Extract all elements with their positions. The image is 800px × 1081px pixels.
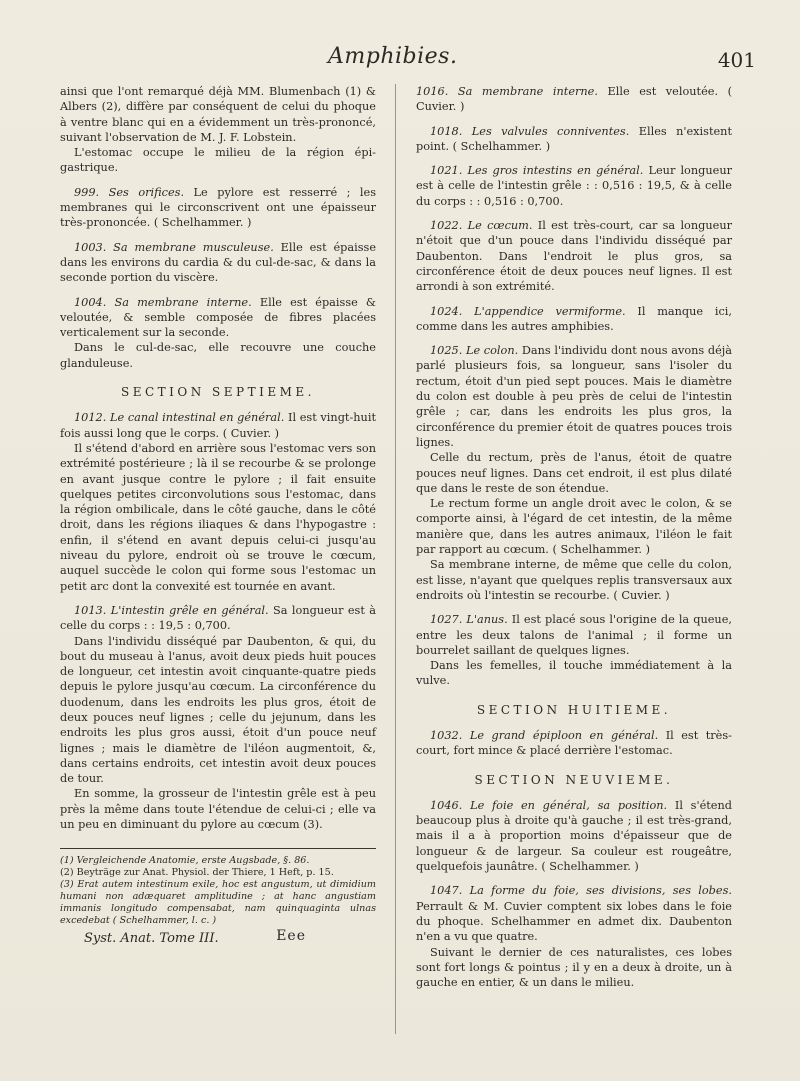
column-divider [395, 84, 396, 1034]
paragraph: Sa membrane interne, de même que celle du colon, est lisse, n'ayant que quelques replis transversaux aux endroits où l'intestin se recourbe. ( Cuvier. ) [416, 558, 732, 602]
paragraph [416, 124, 732, 155]
paragraph-body: Perrault & M. Cuvier comptent six lobes dans le foie du phoque. Schelhammer en admet dix. Daubenton n'en a vu que quatre. [416, 899, 732, 944]
paragraph-lead: 1018. Les valvules conniventes. [430, 124, 630, 138]
footnote: (3) Erat autem intestinum exile, hoc est angustum, ut dimidium humani non adæquaret amplitudine ; at hanc angustiam immanis longitudo compensabat, nam quinquaginta ulnas excedebat ( Schelhammer, l. c. ) [60, 879, 376, 927]
paragraph-lead: 1046. Le foie en général, sa position. [430, 798, 668, 812]
paragraph-lead: 1047. La forme du foie, ses divisions, ses lobes. [430, 884, 732, 898]
paragraph-lead: 1003. Sa membrane musculeuse. [74, 240, 274, 254]
paragraph [60, 295, 376, 341]
paragraph-lead: 1025. Le colon. [430, 344, 519, 358]
paragraph [60, 603, 376, 634]
paragraph-lead: 1024. L'appendice vermiforme. [430, 304, 626, 318]
paragraph [416, 343, 732, 450]
section-heading: SECTION NEUVIEME. [474, 772, 674, 787]
paragraph-body: Il est très-court, fort mince & placé derrière l'estomac. [416, 728, 732, 758]
paragraph [416, 883, 732, 944]
volume-signature: Syst. Anat. Tome III. [84, 931, 219, 947]
paragraph-lead: 1032. Le grand épiploon en général. [430, 728, 659, 742]
paragraph-body: Il est très-court, car sa longueur n'étoit que d'un pouce dans l'individu disséqué par Daubenton. Dans l'endroit le plus gros, sa circonférence étoit de deux pouces neuf lignes. Il est arrondi à son extrémité. [416, 219, 732, 294]
paragraph-body: Il manque ici, comme dans les autres amphibies. [416, 304, 732, 333]
paragraph-body: Leur longueur est à celle de l'intestin grêle : : 0,516 : 19,5, & à celle du corps : : 0,516 : 0,700. [416, 164, 732, 208]
paragraph [416, 728, 732, 759]
paragraph: L'estomac occupe le milieu de la région épi-gastrique. [60, 146, 376, 175]
paragraph-body: Il est placé sous l'origine de la queue, entre les deux talons de l'animal ; il forme un bourrelet saillant de quelques lignes. [416, 613, 732, 657]
paragraph-lead: 1013. L'intestin grêle en général. [74, 603, 269, 617]
running-title: Amphibies. [328, 44, 458, 69]
page-number: 401 [717, 48, 756, 72]
paragraph [416, 304, 732, 335]
paragraph-body: Il s'étend beaucoup plus à droite qu'à gauche ; il est très-grand, mais il a à proportion moins d'épaisseur que de longueur & de largeur. Sa couleur est rougeâtre, quelquefois jaunâtre. ( Schelhammer. ) [416, 798, 732, 874]
signature-line [60, 929, 376, 951]
paragraph-lead: 1004. Sa membrane interne. [74, 295, 252, 309]
paragraph-lead: 1027. L'anus. [430, 613, 508, 627]
paragraph-lead: 1022. Le cœcum. [430, 219, 533, 233]
paragraph-body: Il est vingt-huit fois aussi long que le corps. ( Cuvier. ) [60, 411, 376, 440]
paragraph-lead: 999. Ses orifices. [74, 185, 185, 199]
paragraph [416, 798, 732, 874]
paragraph-lead: 1012. Le canal intestinal en général. [74, 411, 285, 425]
paragraph-lead: 1016. Sa membrane interne. [416, 85, 598, 98]
paragraph: En somme, la grosseur de l'intestin grêle est à peu près la même dans toute l'étendue de celui-ci ; elle va un peu en diminuant du pylore au cœcum (3). [60, 787, 376, 832]
footnote: (2) Beyträge zur Anat. Physiol. der Thiere, 1 Heft, p. 15. [60, 867, 334, 879]
gathering-mark: Eee [276, 928, 306, 945]
paragraph: Il s'étend d'abord en arrière sous l'estomac vers son extrémité postérieure ; là il se recourbe & se prolonge en avant jusque contre le pylore ; il fait ensuite quelques petites circonvolutions sous l'estomac, dans la région ombilicale, dans le côté gauche, dans le côté droit, dans les régions iliaques & dans l'hypogastre : enfin, il s'étend en avant depuis celui-ci jusqu'au niveau du pylore, endroit où se trouve le cœcum, auquel succède le colon qui forme sous l'estomac un petit arc dont la convexité est tournée en avant. [60, 441, 376, 593]
footnote-rule [60, 848, 376, 849]
right-column [416, 84, 732, 990]
paragraph: Dans les femelles, il touche immédiatement à la vulve. [416, 659, 732, 688]
paragraph-body: Elle est épaisse dans les environs du cardia & du cul-de-sac, & dans la seconde portion du viscère. [60, 240, 376, 285]
paragraph [60, 410, 376, 441]
paragraph [416, 163, 732, 209]
paragraph-lead: 1021. Les gros intestins en général. [430, 164, 644, 178]
section-heading: SECTION SEPTIEME. [121, 385, 315, 400]
paragraph: Celle du rectum, près de l'anus, étoit de quatre pouces neuf lignes. Dans cet endroit, il est plus dilaté que dans le reste de son étendue. [416, 451, 732, 495]
paragraph: Le rectum forme un angle droit avec le colon, & se comporte ainsi, à l'égard de cet intestin, de la même manière que, dans les autres animaux, l'iléon le fait par rapport au cœcum. ( Schelhammer. ) [416, 497, 732, 557]
paragraph-body: Elles n'existent point. ( Schelhammer. ) [416, 124, 732, 153]
paragraph [416, 218, 732, 294]
paragraph: Suivant le dernier de ces naturalistes, ces lobes sont fort longs & pointus ; il y en a deux à droite, un à gauche en entier, & un dans le milieu. [416, 945, 732, 990]
left-column [60, 84, 376, 951]
paragraph-body: Elle est veloutée. ( Cuvier. ) [416, 85, 733, 114]
paragraph [60, 185, 376, 231]
paragraph: ainsi que l'ont remarqué déjà MM. Blumenbach (1) & Albers (2), diffère par conséquent de celui du phoque à ventre blanc qui en a évidemment un très-prononcé, suivant l'observation de M. J. F. Lobstein. [60, 85, 376, 144]
paragraph: Dans le cul-de-sac, elle recouvre une couche glanduleuse. [60, 341, 376, 370]
paragraph-body: Le pylore est resserré ; les membranes qui le circonscrivent ont une épaisseur très-prononcée. ( Schelhammer. ) [60, 185, 376, 230]
paragraph [416, 612, 732, 658]
paragraph: Dans l'individu disséqué par Daubenton, & qui, du bout du museau à l'anus, avoit deux pieds huit pouces de longueur, cet intestin avoit cinquante-quatre pieds depuis le pylore jusqu'au cœcum. La circonférence du duodenum, dans les endroits les plus gros, étoit de deux pouces neuf lignes ; celle du jejunum, dans les endroits les plus gros aussi, étoit d'un pouce neuf lignes ; mais le diamètre de l'iléon augmentoit, &, dans certains endroits, cet intestin avoit deux pouces de tour. [60, 634, 376, 786]
paragraph-body: Dans l'individu dont nous avons déjà parlé plusieurs fois, sa longueur, sans l'isoler du rectum, étoit d'un pied sept pouces. Mais le diamètre du colon est double à peu près de celui de l'intestin grêle ; car, dans les endroits les plus gros, la circonférence du premier étoit de quatres pouces trois lignes. [416, 344, 732, 449]
paragraph [416, 84, 732, 115]
paragraph [60, 240, 376, 286]
running-head [0, 38, 800, 78]
paragraph-body: Sa longueur est à celle du corps : : 19,5 : 0,700. [60, 603, 377, 633]
footnote: (1) Vergleichende Anatomie, erste Augsbade, §. 86. [60, 855, 310, 867]
paragraph-body: Elle est épaisse & veloutée, & semble composée de fibres placées verticalement sur la seconde. [60, 295, 376, 340]
section-heading: SECTION HUITIEME. [476, 702, 672, 717]
